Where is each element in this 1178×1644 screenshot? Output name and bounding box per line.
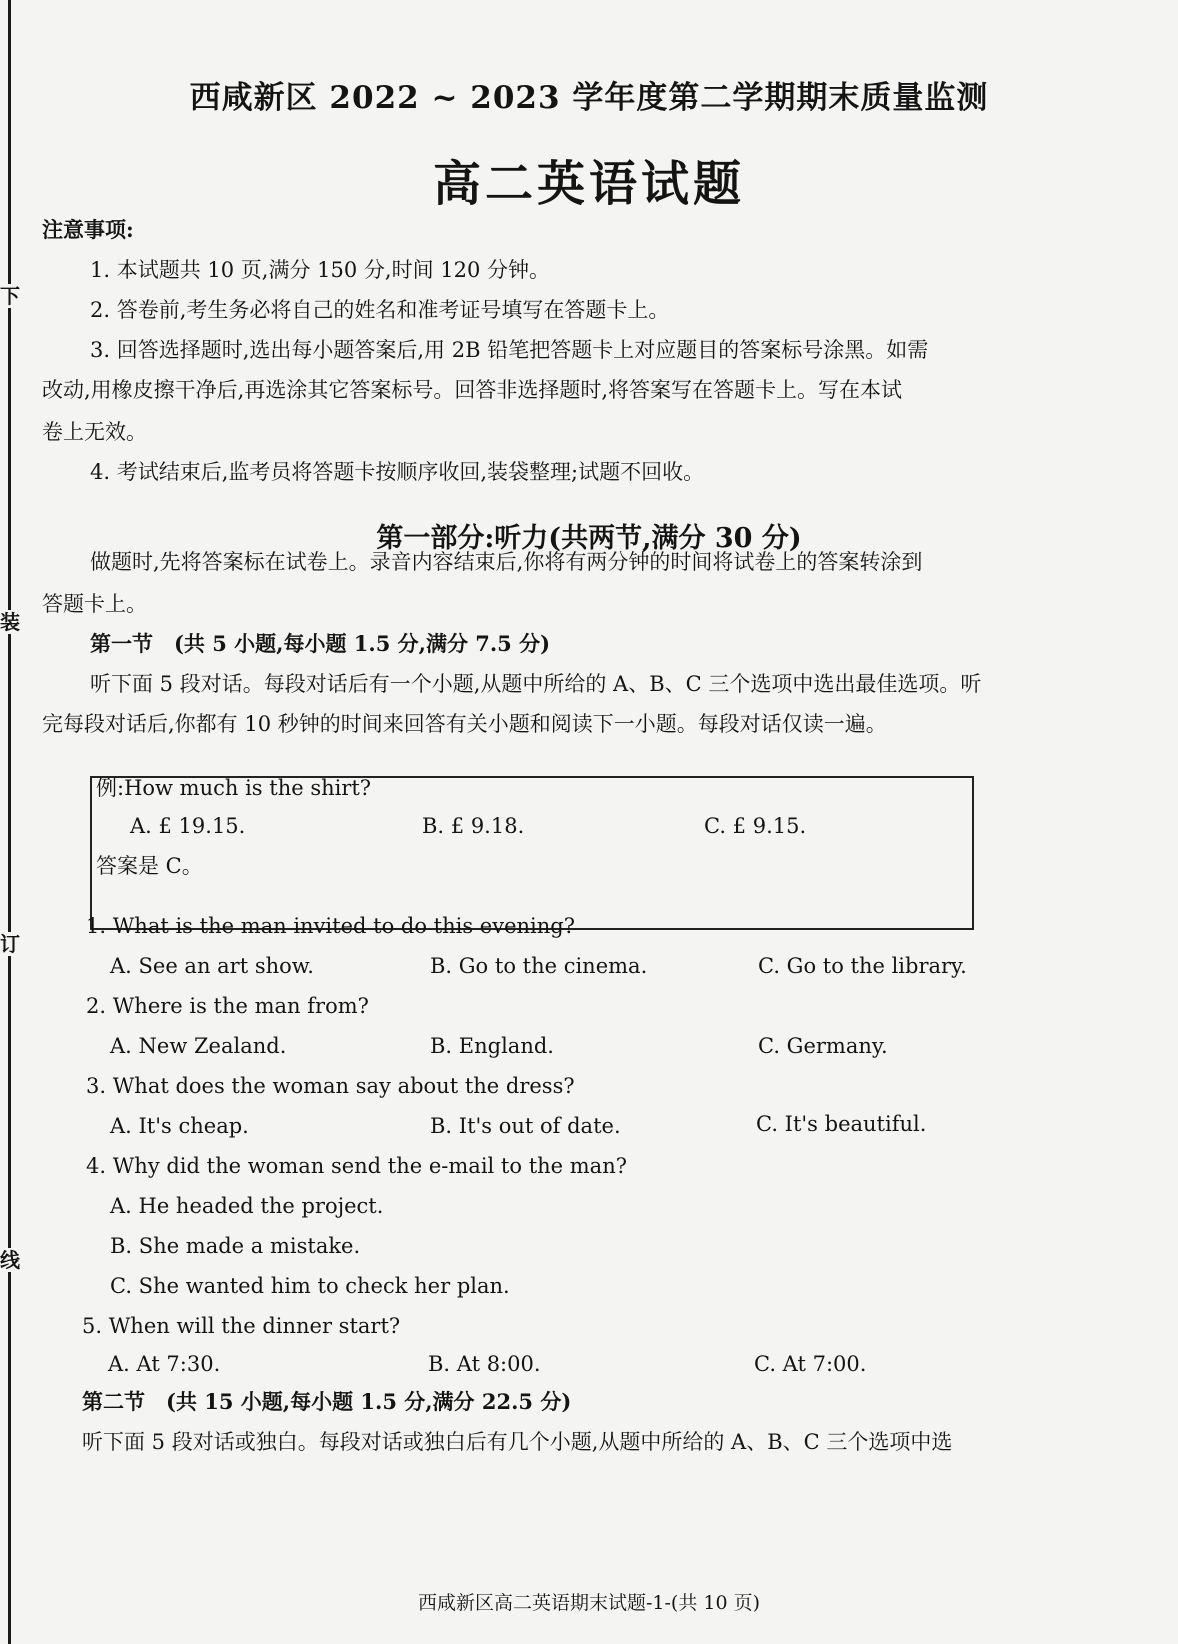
binding-margin-char: 线: [0, 1248, 20, 1272]
notes-item-continuation: 改动,用橡皮擦干净后,再选涂其它答案标号。回答非选择题时,将答案写在答题卡上。写在本试: [42, 378, 903, 402]
option-a: A. See an art show.: [110, 954, 314, 978]
notes-item: 1. 本试题共 10 页,满分 150 分,时间 120 分钟。: [90, 258, 550, 282]
question-stem: 4. Why did the woman send the e-mail to the man?: [86, 1154, 627, 1178]
option-b: B. It's out of date.: [430, 1114, 621, 1138]
section1-intro: 完每段对话后,你都有 10 秒钟的时间来回答有关小题和阅读下一小题。每段对话仅读一遍。: [42, 712, 887, 736]
option-b: B. At 8:00.: [428, 1352, 541, 1376]
notes-item: 2. 答卷前,考生务必将自己的姓名和准考证号填写在答题卡上。: [90, 298, 670, 322]
question-stem: 5. When will the dinner start?: [82, 1314, 401, 1338]
binding-margin-char: 装: [0, 610, 20, 634]
option-c: C. It's beautiful.: [756, 1112, 927, 1136]
notes-heading: 注意事项:: [42, 217, 134, 242]
notes-item: 4. 考试结束后,监考员将答题卡按顺序收回,装袋整理;试题不回收。: [90, 460, 705, 484]
option-a: A. New Zealand.: [110, 1034, 287, 1058]
option-b: B. She made a mistake.: [110, 1234, 361, 1258]
example-question: 例:How much is the shirt?: [96, 776, 372, 800]
notes-item-continuation: 卷上无效。: [42, 420, 147, 444]
option-b: B. England.: [430, 1034, 554, 1058]
question-stem: 3. What does the woman say about the dress?: [86, 1074, 575, 1098]
option-c: C. She wanted him to check her plan.: [110, 1274, 510, 1298]
option-c: C. Go to the library.: [758, 954, 967, 978]
binding-margin-char: 订: [0, 932, 20, 956]
option-c: C. At 7:00.: [754, 1352, 867, 1376]
option-a: A. At 7:30.: [108, 1352, 221, 1376]
option-a: A. He headed the project.: [110, 1194, 384, 1218]
binding-margin-char: 下: [0, 284, 20, 308]
part1-intro: 做题时,先将答案标在试卷上。录音内容结束后,你将有两分钟的时间将试卷上的答案转涂到: [90, 550, 923, 574]
example-option-b: B. £ 9.18.: [422, 814, 525, 838]
section1-heading: 第一节 (共 5 小题,每小题 1.5 分,满分 7.5 分): [90, 631, 551, 656]
example-answer: 答案是 C。: [96, 854, 203, 878]
option-a: A. It's cheap.: [110, 1114, 249, 1138]
section2-intro: 听下面 5 段对话或独白。每段对话或独白后有几个小题,从题中所给的 A、B、C 三个选项中选: [82, 1430, 953, 1454]
option-c: C. Germany.: [758, 1034, 888, 1058]
section1-intro: 听下面 5 段对话。每段对话后有一个小题,从题中所给的 A、B、C 三个选项中选出最佳选项。听: [90, 672, 982, 696]
exam-title: 高二英语试题: [432, 156, 745, 212]
notes-item: 3. 回答选择题时,选出每小题答案后,用 2B 铅笔把答题卡上对应题目的答案标号涂黑。如需: [90, 338, 929, 362]
example-option-a: A. £ 19.15.: [130, 814, 246, 838]
question-stem: 1. What is the man invited to do this evening?: [86, 914, 575, 938]
part1-intro: 答题卡上。: [42, 592, 147, 616]
exam-subtitle: 西咸新区 2022 ~ 2023 学年度第二学期期末质量监测: [189, 80, 989, 116]
example-option-c: C. £ 9.15.: [704, 814, 807, 838]
binding-margin-line: [8, 0, 11, 1644]
section2-heading: 第二节 (共 15 小题,每小题 1.5 分,满分 22.5 分): [82, 1389, 572, 1414]
option-b: B. Go to the cinema.: [430, 954, 648, 978]
page-footer: 西咸新区高二英语期末试题-1-(共 10 页): [417, 1592, 760, 1614]
part1-heading: 第一部分:听力(共两节,满分 30 分): [376, 523, 802, 554]
question-stem: 2. Where is the man from?: [86, 994, 369, 1018]
